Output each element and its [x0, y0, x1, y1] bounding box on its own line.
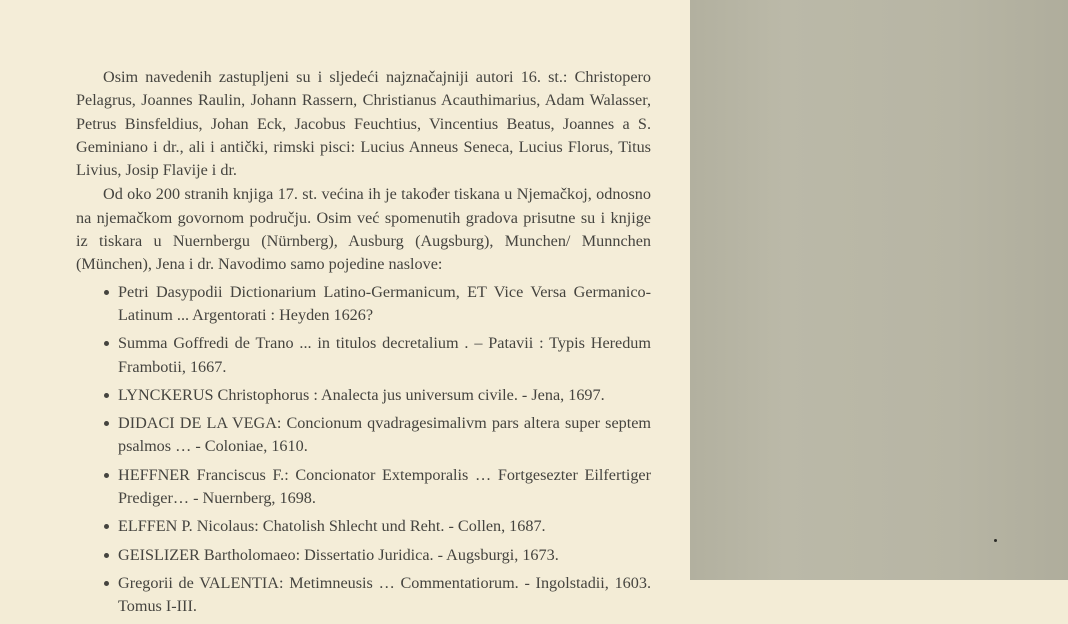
list-item — [104, 412, 651, 459]
list-item-text: DIDACI DE LA VEGA: Concionum qvadragesimalivm pars altera super septem psalmos … - Coloniae, 1610. — [118, 414, 651, 456]
bullet-icon — [104, 341, 109, 346]
list-item — [104, 464, 651, 511]
dust-speck — [994, 539, 997, 542]
bullet-icon — [104, 581, 109, 586]
list-item — [104, 544, 651, 567]
list-item — [104, 572, 651, 619]
list-item — [104, 384, 651, 407]
list-item-text: Petri Dasypodii Dictionarium Latino-Germanicum, ET Vice Versa Germanico-Latinum ... Argentorati : Heyden 1626? — [118, 282, 651, 324]
list-item — [104, 332, 651, 379]
book-titles-list — [76, 281, 651, 619]
bullet-icon — [104, 553, 109, 558]
list-item — [104, 515, 651, 538]
facing-page-gray — [690, 0, 1068, 580]
bullet-icon — [104, 421, 109, 426]
list-item-text: Summa Goffredi de Trano ... in titulos decretalium . – Patavii : Typis Heredum Frambotii, 1667. — [118, 334, 651, 376]
list-item-text: HEFFNER Franciscus F.: Concionator Extemporalis … Fortgesezter Eilfertiger Prediger… - Nuernberg, 1698. — [118, 465, 651, 508]
bullet-icon — [104, 524, 109, 529]
list-item-text: GEISLIZER Bartholomaeo: Dissertatio Juridica. - Augsburgi, 1673. — [118, 545, 559, 564]
paragraph-17th-century-books: Od oko 200 stranih knjiga 17. st. većina ih je također tiskana u Njemačkoj, odnosno na njemačkom govornom području. Osim već spomenutih gradova prisutne su i knjige iz tiskara u Nuernbergu (Nürnberg), Ausburg (Augsburg), Munchen/ Munnchen (München), Jena i dr. Navodimo samo pojedine naslove: — [76, 185, 651, 274]
page-content — [76, 66, 651, 624]
bullet-icon — [104, 393, 109, 398]
list-item-text: LYNCKERUS Christophorus : Analecta jus universum civile. - Jena, 1697. — [118, 385, 605, 404]
paragraph-authors-16th-century: Osim navedenih zastupljeni su i sljedeći najznačajniji autori 16. st.: Christopero Pelagrus, Joannes Raulin, Johann Rassern, Christianus Acauthimarius, Adam Walasser, Petrus Binsfeldius, Johan Eck, Jacobus Feuchtius, Vincentius Beatus, Joannes a S. Geminiano i dr., ali i antički, rimski pisci: Lucius Anneus Seneca, Lucius Florus, Titus Livius, Josip Flavije i dr. — [76, 68, 651, 180]
list-item — [104, 281, 651, 328]
list-item-text: ELFFEN P. Nicolaus: Chatolish Shlecht und Reht. - Collen, 1687. — [118, 517, 546, 536]
bullet-icon — [104, 473, 109, 478]
list-item-text: Gregorii de VALENTIA: Metimneusis … Commentatiorum. - Ingolstadii, 1603. Tomus I-III. — [118, 573, 651, 616]
bullet-icon — [104, 290, 109, 295]
